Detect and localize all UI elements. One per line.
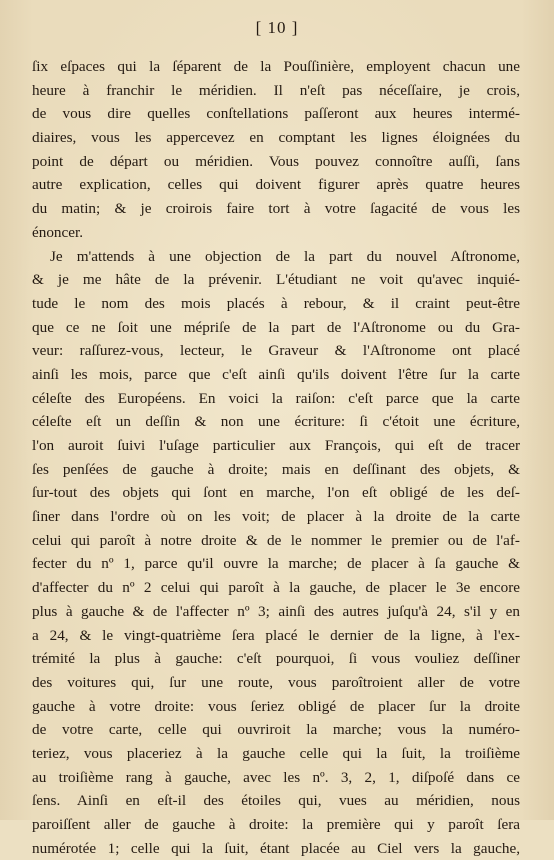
text-line: ainſi les mois, parce que c'eſt ainſi qu'ils doivent l'être ſur la carte [32, 365, 520, 383]
text-line: de votre carte, celle qui ouvriroit la marche; vous la numéro- [32, 721, 520, 739]
text-line: que ce ne ſoit une mépriſe de la part de l'Aſtronome ou du Gra- [32, 318, 520, 336]
text-line: au troiſième rang à gauche, avec les nº. 3, 2, 1, diſpoſé dans ce [32, 768, 520, 786]
text-line: celui qui paroît à notre droite & de le nommer le premier ou de l'af- [32, 531, 520, 549]
text-line: tude le nom des mois placés à rebour, & il craint peut-être [32, 294, 520, 312]
text-line: céleſte eſt un deſſin & non une écriture: ſi c'étoit une écriture, [32, 413, 520, 431]
text-line: numérotée 1; celle qui la ſuit, étant placée au Ciel vers la gauche, [32, 839, 520, 857]
text-line: énoncer. [32, 223, 84, 241]
text-line: plus à gauche & de l'affecter nº 3; ainſi des autres juſqu'à 24, s'il y en [32, 602, 520, 620]
text-line: des voitures qui, ſur une route, vous paroîtroient aller de votre [32, 673, 520, 691]
text-line: autre explication, celles qui doivent figurer après quatre heures [32, 176, 520, 194]
text-line: l'on auroit ſuivi l'uſage particulier aux François, qui eſt de tracer [32, 437, 520, 454]
text-line: fecter du nº 1, parce qu'il ouvre la marche; de placer à ſa gauche & [32, 555, 520, 573]
text-line: trémité la plus à gauche: c'eſt pourquoi, ſi vous vouliez deſſiner [32, 650, 520, 668]
text-line: ſes penſées de gauche à droite; mais en deſſinant des objets, & [32, 460, 520, 478]
text-line: veur: raſſurez-vous, lecteur, le Graveur & l'Aſtronome ont placé [32, 342, 520, 360]
paragraph-first-line: Je m'attends à une objection de la part du nouvel Aſtronome, [50, 247, 520, 265]
text-line: heure à franchir le méridien. Il n'eſt pas néceſſaire, je crois, [32, 81, 520, 99]
text-line: de vous dire quelles conſtellations paſſeront aux heures intermé- [32, 105, 520, 123]
text-line: céleſte des Européens. En voici la raiſon: c'eſt parce que la carte [32, 389, 520, 407]
text-line: ſur-tout des objets qui ſont en marche, l'on eſt obligé de les deſ- [32, 484, 520, 502]
text-line: du matin; & je croirois faire tort à votre ſagacité de vous les [32, 200, 520, 218]
text-line: & je me hâte de la prévenir. L'étudiant ne voit qu'avec inquié- [32, 271, 520, 289]
text-line: ſens. Ainſi en eſt-il des étoiles qui, vues au méridien, nous [32, 792, 520, 810]
body-text [32, 55, 520, 860]
text-line: a 24, & le vingt-quatrième ſera placé le dernier de la ligne, à l'ex- [32, 626, 520, 644]
text-line: teriez, vous placeriez à la gauche celle qui la ſuit, la troiſième [32, 744, 520, 762]
page-number: [ 10 ] [255, 18, 299, 37]
text-line: gauche à votre droite: vous ſeriez obligé de placer ſur la droite [32, 697, 520, 715]
text-line: diaires, vous les appercevez en comptant les lignes éloignées du [32, 129, 520, 147]
text-line: d'affecter du nº 2 celui qui paroît à la gauche, de placer le 3e encore [32, 579, 520, 597]
text-line: ſiner dans l'ordre où on les voit; de placer à la droite de la carte [32, 508, 520, 526]
text-line: ſix eſpaces qui la ſéparent de la Pouſſinière, employent chacun une [32, 58, 520, 75]
text-line: point de départ ou méridien. Vous pouvez connoître auſſi, ſans [32, 152, 520, 170]
text-line: paroiſſent aller de gauche à droite: la première qui y paroît ſera [32, 816, 520, 833]
